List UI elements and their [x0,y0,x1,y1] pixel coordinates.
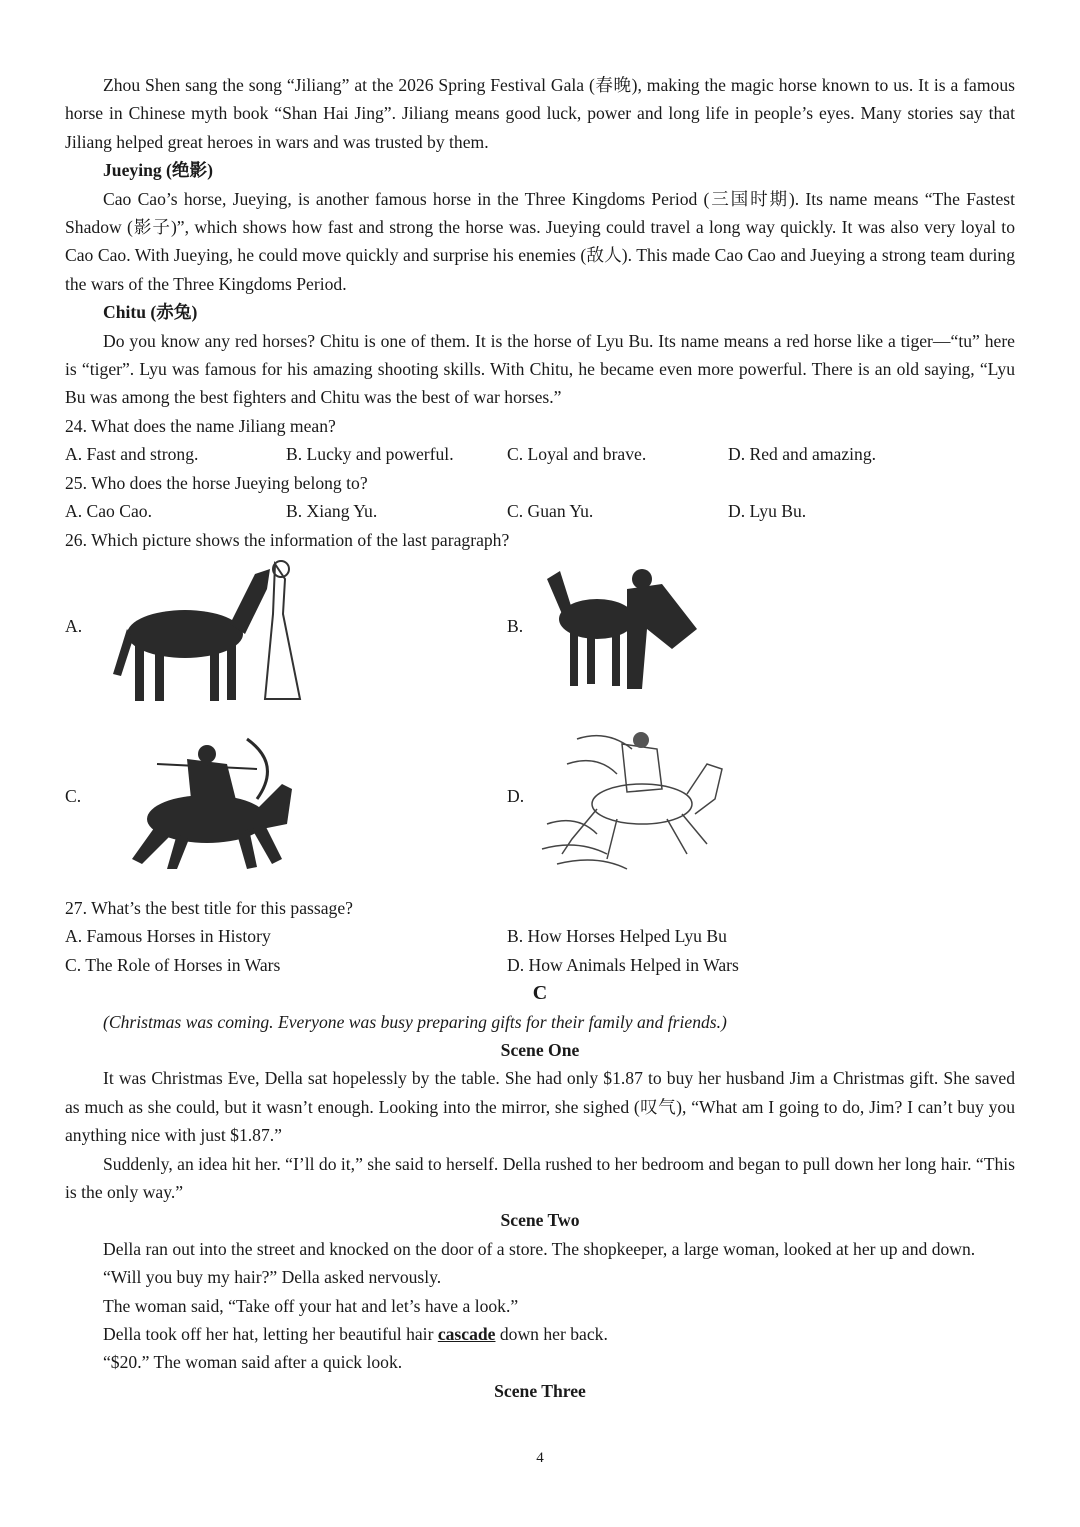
scene-two-paragraph-3: The woman said, “Take off your hat and let’s have a look.” [103,1295,519,1316]
scene-one-paragraph-1: It was Christmas Eve, Della sat hopelessly by the table. She had only $1.87 to buy her husband Jim a Christmas gift. She saved as much as she could, but it wasn’t enough. Looking into the mirror, she sighed (叹气), “What am I going to do, Jim? I can’t buy you anything nice with just $1.87.” [65,1068,1015,1146]
option-d: D. Red and amazing. [728,444,877,465]
chitu-heading: Chitu (赤兔) [103,302,198,323]
picture-b [507,554,807,714]
underlined-word: cascade [437,1324,496,1344]
page-number: 4 [536,1450,544,1466]
galloping-horse-sketch-illustration [537,724,727,874]
scene-two-paragraph-5: “$20.” The woman said after a quick look. [103,1352,403,1373]
section-c-heading: C [532,982,548,1005]
picture-d-label: D. [507,785,525,806]
scene-two-paragraph-2: “Will you buy my hair?” Della asked nervously. [103,1267,442,1288]
option-b: B. How Horses Helped Lyu Bu [507,926,727,947]
archer-on-horse-illustration [97,729,297,874]
page-content [65,71,1015,1405]
scene-two-heading: Scene Two [500,1210,580,1231]
horse-with-warrior-illustration [542,559,702,699]
option-d: D. Lyu Bu. [728,501,807,522]
question-27-options-row2 [65,951,1015,979]
option-a: A. Cao Cao. [65,501,152,522]
picture-d [507,724,807,884]
chitu-paragraph: Do you know any red horses? Chitu is one of them. It is the horse of Lyu Bu. Its name means a red horse like a tiger—“tu” here is “tiger”. Lyu was famous for his amazing shooting skills. With Chitu, he became even more powerful. There is an old saying, “Lyu Bu was among the best fighters and Chitu was the best of war horses.” [65,330,1015,408]
question-26: 26. Which picture shows the information of the last paragraph? [65,529,510,550]
scene-two-paragraph-1: Della ran out into the street and knocked on the door of a store. The shopkeeper, a large woman, looked at her up and down. [103,1238,976,1259]
option-c: C. Loyal and brave. [507,444,647,465]
intro-paragraph: Zhou Shen sang the song “Jiliang” at the 2026 Spring Festival Gala (春晚), making the magic horse known to us. It is a famous horse in Chinese myth book “Shan Hai Jing”. Jiliang means good luck, power and long life in people’s eyes. Many stories say that Jiliang helped great heroes in wars and was trusted by them. [65,75,1015,152]
section-c-note: (Christmas was coming. Everyone was busy preparing gifts for their family and friends.) [103,1011,727,1032]
jueying-paragraph: Cao Cao’s horse, Jueying, is another famous horse in the Three Kingdoms Period (三国时期). Its name means “The Fastest Shadow (影子)”, which shows how fast and strong the horse was. Jueying could travel a long way quickly. It was also very loyal to Cao Cao. With Jueying, he could move quickly and surprise his enemies (敌人). This made Cao Cao and Jueying a strong team during the wars of the Three Kingdoms Period. [65,188,1015,294]
picture-c [65,724,365,884]
question-24: 24. What does the name Jiliang mean? [65,415,336,436]
option-c: C. The Role of Horses in Wars [65,954,281,975]
scene-two-paragraph-4 [65,1320,1015,1348]
picture-c-label: C. [65,785,82,806]
jueying-heading: Jueying (绝影) [103,160,213,181]
question-27-options-row1 [65,922,1015,950]
option-d: D. How Animals Helped in Wars [507,954,739,975]
question-25: 25. Who does the horse Jueying belong to? [65,472,368,493]
option-a: A. Fast and strong. [65,444,199,465]
question-26-pictures [65,554,1015,894]
scene-one-heading: Scene One [500,1039,580,1060]
question-25-options [65,497,1015,525]
picture-b-label: B. [507,615,524,636]
option-b: B. Lucky and powerful. [286,444,454,465]
text-segment: down her back. [495,1324,608,1344]
question-27: 27. What’s the best title for this passage? [65,897,353,918]
question-24-options [65,440,1015,468]
option-b: B. Xiang Yu. [286,501,378,522]
picture-a-label: A. [65,615,83,636]
horse-with-man-illustration [105,554,315,714]
scene-three-heading: Scene Three [494,1380,586,1401]
picture-a [65,554,365,714]
text-segment: Della took off her hat, letting her beautiful hair [103,1324,438,1344]
scene-one-paragraph-2: Suddenly, an idea hit her. “I’ll do it,” she said to herself. Della rushed to her bedroom and began to pull down her long hair. “This is the only way.” [65,1153,1015,1202]
option-c: C. Guan Yu. [507,501,594,522]
option-a: A. Famous Horses in History [65,926,271,947]
